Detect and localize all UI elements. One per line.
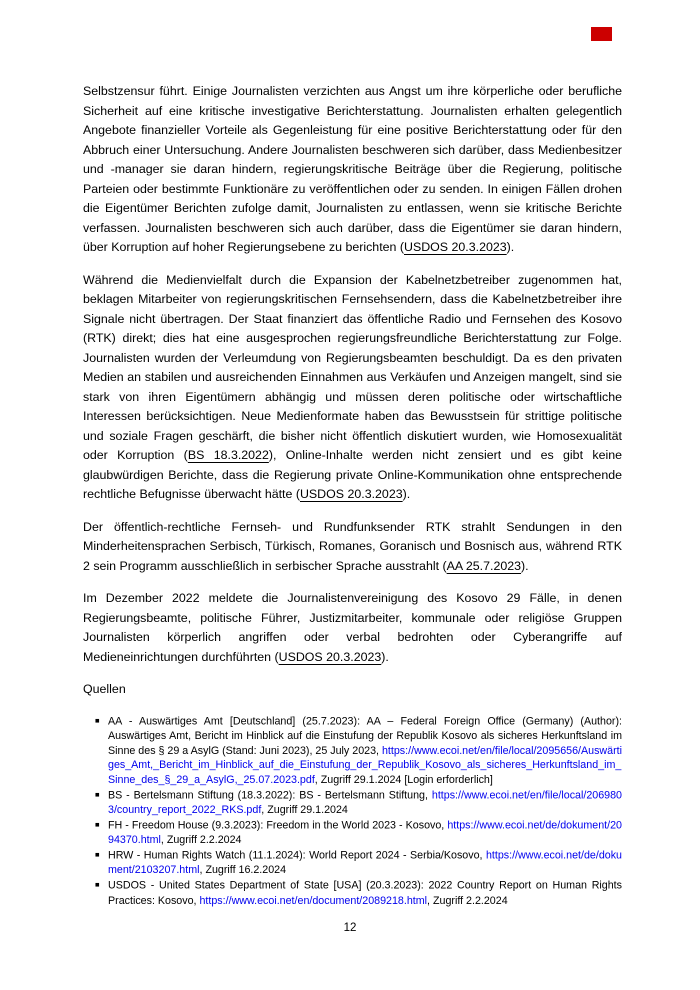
- body-paragraph: [83, 589, 622, 667]
- source-text: [108, 880, 622, 907]
- page-number: 12: [343, 922, 357, 934]
- text-segment: ).: [381, 649, 389, 664]
- url-link[interactable]: https://www.ecoi.net/de/dokument/2094370.html: [108, 819, 622, 847]
- text-segment: HRW - Human Rights Watch (11.1.2024): World Report 2024 - Serbia/Kosovo,: [108, 849, 486, 862]
- citation-link[interactable]: AA 25.7.2023: [446, 558, 522, 573]
- text-segment: , Zugriff 29.1.2024: [261, 804, 348, 817]
- source-text: [108, 789, 622, 816]
- citation-link[interactable]: USDOS 20.3.2023: [404, 240, 507, 254]
- page-content: [83, 0, 622, 908]
- body-paragraph: [83, 82, 622, 258]
- bullet-icon: ■: [95, 789, 100, 799]
- url-link[interactable]: https://www.ecoi.net/en/file/local/2069803/country_report_2022_RKS.pdf: [108, 789, 622, 817]
- text-segment: Der öffentlich-rechtliche Fernseh- und Rundfunksender RTK strahlt Sendungen in den Minderheitensprachen Serbisch, Türkisch, Romanes, Goranisch und Bosnisch aus, während RTK 2 sein Programm ausschließlich in serbischer Sprache ausstrahlt (: [83, 519, 622, 573]
- text-segment: ), Online-Inhalte werden nicht zensiert und es gibt keine glaubwürdigen Berichte, dass die Regierung private Online-Kommunikation ohne entsprechende rechtliche Befugnisse überwacht hätte (: [83, 448, 622, 501]
- text-segment: FH - Freedom House (9.3.2023): Freedom in the World 2023 - Kosovo,: [108, 819, 448, 832]
- text-segment: ).: [402, 487, 411, 501]
- bullet-icon: ■: [95, 820, 100, 830]
- bullet-icon: ■: [95, 850, 100, 860]
- source-item: [95, 878, 622, 908]
- text-segment: Im Dezember 2022 meldete die Journalistenvereinigung des Kosovo 29 Fälle, in denen Regierungsbeamte, politische Führer, Justizmitarbeiter, kommunale oder religiöse Gruppen Journalisten körperlich angriffen oder verbal bedrohten oder Cyberangriffe auf Medieneinrichtungen durchführten (: [83, 591, 622, 664]
- text-segment: ).: [521, 558, 529, 573]
- text-segment: USDOS - United States Department of State [USA] (20.3.2023): 2022 Country Report on Human Rights Practices: Kosovo,: [108, 879, 622, 907]
- body-paragraph: [83, 518, 622, 577]
- citation-link[interactable]: BS 18.3.2022: [187, 448, 269, 462]
- bullet-icon: ■: [95, 715, 100, 725]
- source-text: [108, 820, 622, 847]
- source-text: [108, 715, 622, 786]
- text-segment: BS - Bertelsmann Stiftung (18.3.2022): BS - Bertelsmann Stiftung,: [108, 789, 432, 802]
- url-link[interactable]: https://www.ecoi.net/de/dokument/2103207.html: [108, 849, 622, 877]
- text-segment: , Zugriff 16.2.2024: [199, 864, 287, 877]
- sources-list: [83, 714, 622, 909]
- citation-link[interactable]: USDOS 20.3.2023: [299, 487, 403, 501]
- source-item: [95, 714, 622, 788]
- source-text: [108, 850, 622, 877]
- text-segment: , Zugriff 29.1.2024 [Login erforderlich]: [314, 774, 493, 787]
- text-segment: Selbstzensur führt. Einige Journalisten verzichten aus Angst um ihre körperliche oder berufliche Sicherheit auf eine kritische investigative Berichterstattung. Journalisten erhalten gelegentlich Angebote finanzieller Vorteile als Gegenleistung für eine positive Berichterstattung oder für den Abbruch einer Untersuchung. Andere Journalisten beschweren sich darüber, dass Medienbesitzer und -manager sie daran hindern, regierungskritische Beiträge über die Regierung, politische Parteien oder bestimmte Funktionäre zu veröffentlichen oder zu senden. In einigen Fällen drohen die Eigentümer Berichten zufolge damit, Journalisten zu entlassen, wenn sie kritische Berichte verfassen. Journalisten beschweren sich auch darüber, dass die Eigentümer sie daran hindern, über Korruption auf hoher Regierungsebene zu berichten (: [83, 84, 622, 254]
- text-segment: Während die Medienvielfalt durch die Expansion der Kabelnetzbetreiber zugenommen hat, beklagen Mitarbeiter von regierungskritischen Fernsehsendern, dass die Kabelnetzbetreiber ihre Signale nicht übertragen. Der Staat finanziert das öffentliche Radio und Fernsehen des Kosovo (RTK) direkt; dies hat eine ausgesprochen regierungsfreundliche Berichterstattung zur Folge. Journalisten wurden der Verleumdung von Regierungsbeamten beschuldigt. Da es den privaten Medien an stabilen und ausreichenden Einnahmen aus Verkäufen und Anzeigen mangelt, sind sie stark von ihren Eigentümern abhängig und müssen deren politische oder wirtschaftliche Interessen berücksichtigen. Neue Medienformate haben das Bewusstsein für strittige politische und soziale Fragen geschärft, die bisher nicht öffentlich diskutiert wurden, wie Homosexualität oder Korruption (: [83, 272, 622, 462]
- body-paragraph: [83, 271, 622, 505]
- bullet-icon: ■: [95, 880, 100, 890]
- sources-heading: Quellen: [83, 682, 126, 696]
- text-segment: , Zugriff 2.2.2024: [160, 834, 242, 847]
- url-link[interactable]: https://www.ecoi.net/en/document/2089218.html: [199, 894, 428, 907]
- text-segment: AA - Auswärtiges Amt [Deutschland] (25.7.2023): AA – Federal Foreign Office (Germany) (Author): Auswärtiges Amt, Bericht im Hinblick auf die Einstufung der Republik Kosovo als sicheres Herkunftsland im Sinne des § 29 a AsylG (Stand: Juni 2023), 25 July 2023,: [108, 715, 622, 757]
- source-item: [95, 818, 622, 848]
- citation-link[interactable]: USDOS 20.3.2023: [278, 649, 382, 664]
- source-item: [95, 788, 622, 818]
- text-segment: , Zugriff 2.2.2024: [427, 894, 508, 907]
- url-link[interactable]: https://www.ecoi.net/en/file/local/2095656/Auswärtiges_Amt,_Bericht_im_Hinblick_auf_die_Einstufung_der_Republik_Kosovo_als_sicheres_Herkunftsland_im_Sinne_des_§_29_a_AsylG,_25.07.2023.pdf: [108, 744, 622, 787]
- text-segment: ).: [506, 240, 515, 254]
- source-item: [95, 848, 622, 878]
